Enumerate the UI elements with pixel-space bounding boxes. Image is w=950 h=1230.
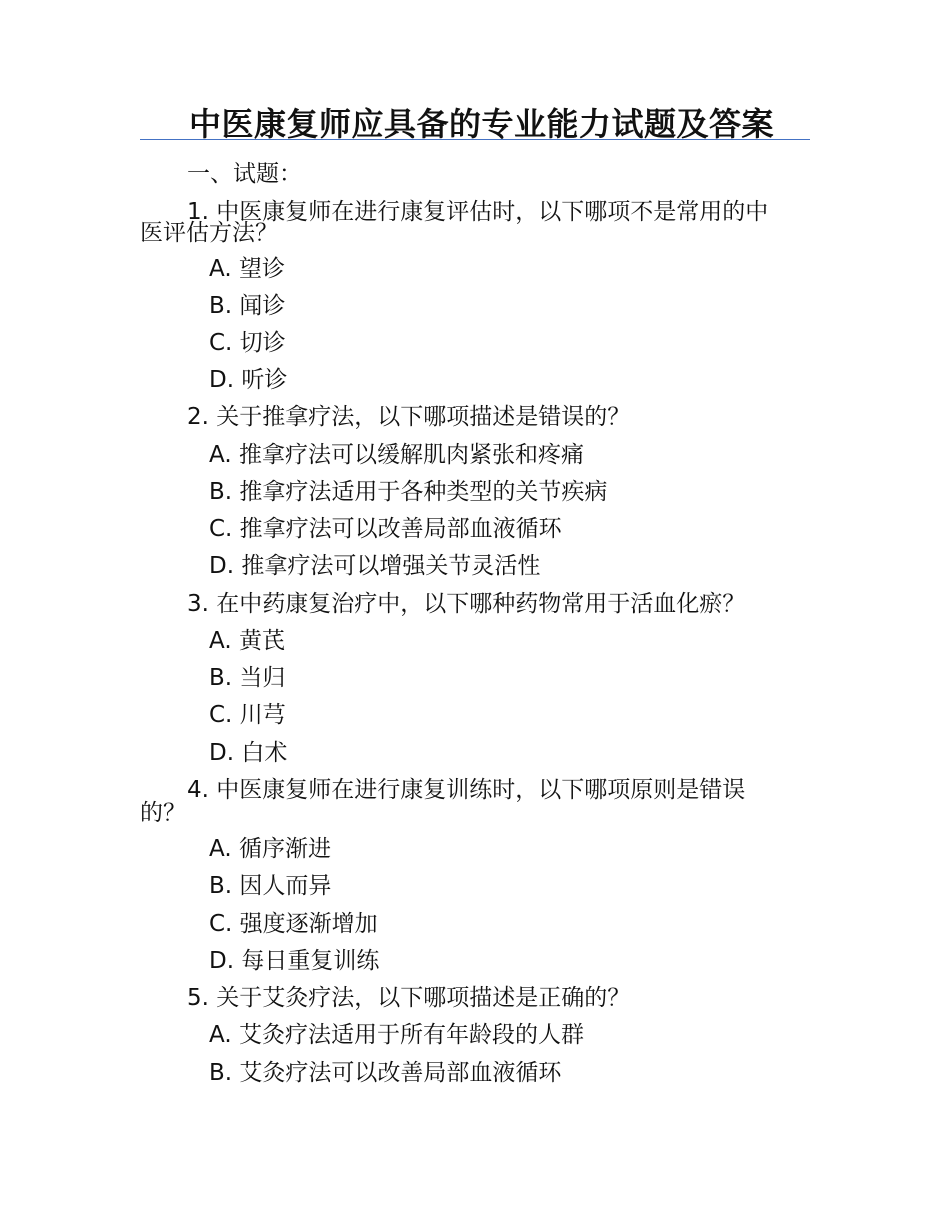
question-4-option-d: D. 每日重复训练 xyxy=(209,948,380,974)
question-2-option-a: A. 推拿疗法可以缓解肌肉紧张和疼痛 xyxy=(209,442,584,468)
question-1-stem: 1. 中医康复师在进行康复评估时，以下哪项不是常用的中 xyxy=(187,199,769,225)
question-4-stem: 4. 中医康复师在进行康复训练时，以下哪项原则是错误 xyxy=(187,777,746,803)
question-5-stem: 5. 关于艾灸疗法，以下哪项描述是正确的？ xyxy=(187,985,631,1011)
question-5-option-a: A. 艾灸疗法适用于所有年龄段的人群 xyxy=(209,1022,584,1048)
question-2-option-c: C. 推拿疗法可以改善局部血液循环 xyxy=(209,516,562,542)
question-1-option-a: A. 望诊 xyxy=(209,256,285,282)
question-2-stem: 2. 关于推拿疗法，以下哪项描述是错误的？ xyxy=(187,404,631,430)
question-2-option-b: B. 推拿疗法适用于各种类型的关节疾病 xyxy=(209,479,608,505)
question-4-option-b: B. 因人而异 xyxy=(209,873,332,899)
question-1-option-d: D. 听诊 xyxy=(209,367,288,393)
question-5-option-b: B. 艾灸疗法可以改善局部血液循环 xyxy=(209,1060,562,1086)
document-title: 中医康复师应具备的专业能力试题及答案 xyxy=(189,105,775,143)
question-1-option-c: C. 切诊 xyxy=(209,330,286,356)
question-4-option-c: C. 强度逐渐增加 xyxy=(209,911,378,937)
title-underline xyxy=(140,139,810,140)
question-3-stem: 3. 在中药康复治疗中，以下哪种药物常用于活血化瘀？ xyxy=(187,591,746,617)
question-1-option-b: B. 闻诊 xyxy=(209,293,286,319)
question-4-stem-continued: 的？ xyxy=(140,800,186,826)
question-3-option-d: D. 白术 xyxy=(209,740,288,766)
question-3-option-b: B. 当归 xyxy=(209,665,286,691)
question-3-option-c: C. 川芎 xyxy=(209,702,286,728)
section-heading: 一、试题： xyxy=(187,161,302,187)
question-1-stem-continued: 医评估方法？ xyxy=(140,220,278,246)
question-4-option-a: A. 循序渐进 xyxy=(209,836,331,862)
question-2-option-d: D. 推拿疗法可以增强关节灵活性 xyxy=(209,553,541,579)
question-3-option-a: A. 黄芪 xyxy=(209,628,285,654)
